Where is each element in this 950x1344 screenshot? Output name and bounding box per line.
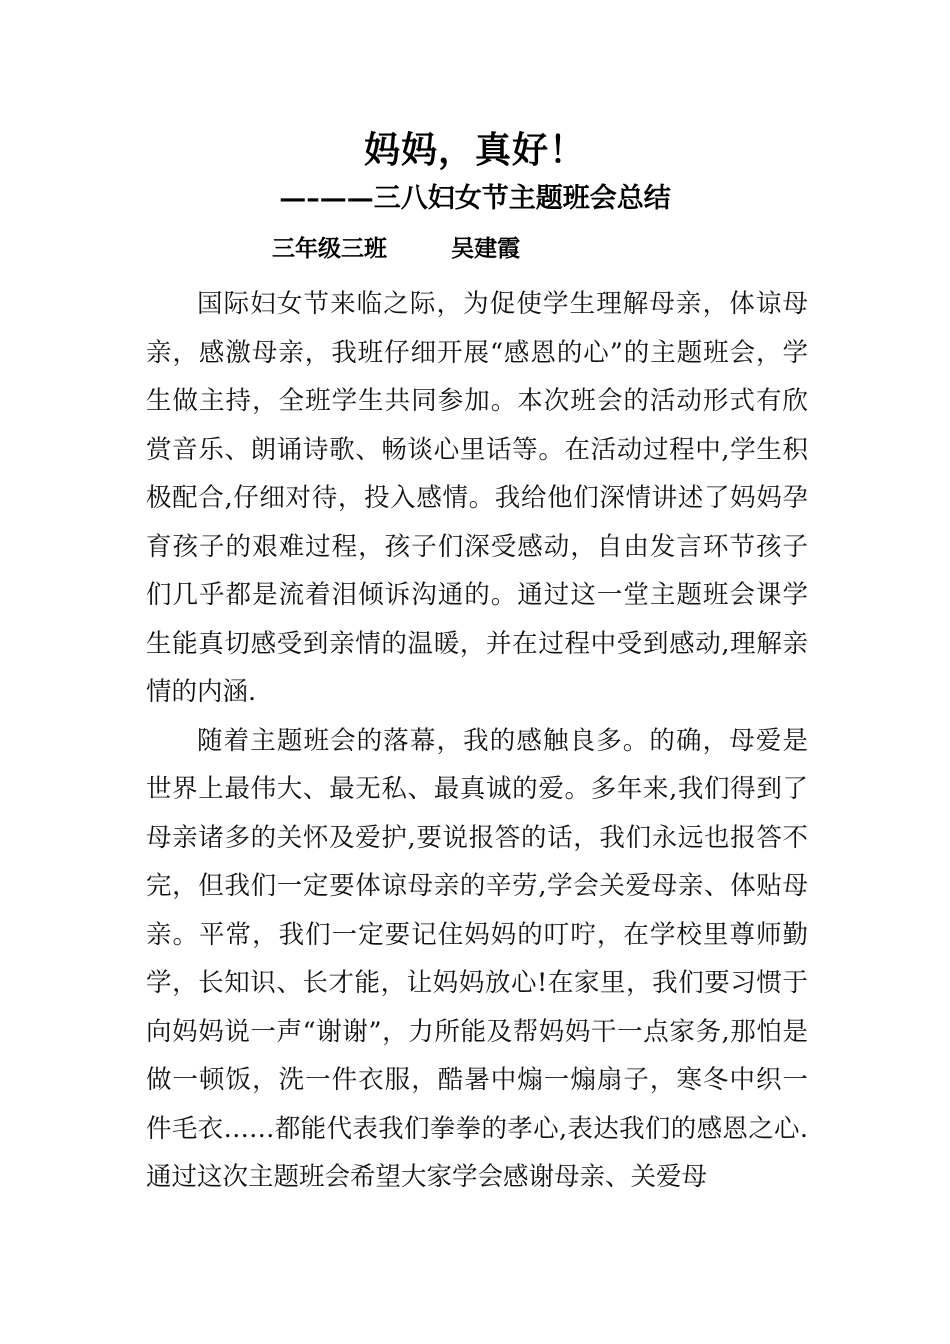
byline	[272, 232, 520, 266]
document-title: 妈妈，真好！	[363, 129, 586, 171]
document-body	[146, 280, 808, 1202]
author-name: 吴建霞	[451, 235, 521, 262]
paragraph-2: 随着主题班会的落幕，我的感触良多。的确，母爱是世界上最伟大、最无私、最真诚的爱。多年来,我们得到了母亲诸多的关怀及爱护,要说报答的话，我们永远也报答不完，但我们一定要体谅母亲的辛劳,学会关爱母亲、体贴母亲。平常，我们一定要记住妈妈的叮咛，在学校里尊师勤学，长知识、长才能，让妈妈放心!在家里，我们要习惯于向妈妈说一声“谢谢”，力所能及帮妈妈干一点家务,那怕是做一顿饭，洗一件衣服，酷暑中煽一煽扇子，寒冬中织一件毛衣……都能代表我们拳拳的孝心,表达我们的感恩之心. 通过这次主题班会希望大家学会感谢母亲、关爱母	[146, 725, 808, 1192]
paragraph-1: 国际妇女节来临之际，为促使学生理解母亲，体谅母亲，感激母亲，我班仔细开展“感恩的心”的主题班会，学生做主持，全班学生共同参加。本次班会的活动形式有欣赏音乐、朗诵诗歌、畅谈心里话等。在活动过程中,学生积极配合,仔细对待，投入感情。我给他们深情讲述了妈妈孕育孩子的艰难过程，孩子们深受感动，自由发言环节孩子们几乎都是流着泪倾诉沟通的。通过这一堂主题班会课学生能真切感受到亲情的温暖，并在过程中受到感动,理解亲情的内涵.	[146, 289, 808, 707]
document-subtitle: —–——三八妇女节主题班会总结	[279, 183, 671, 214]
class-name: 三年级三班	[272, 235, 387, 262]
